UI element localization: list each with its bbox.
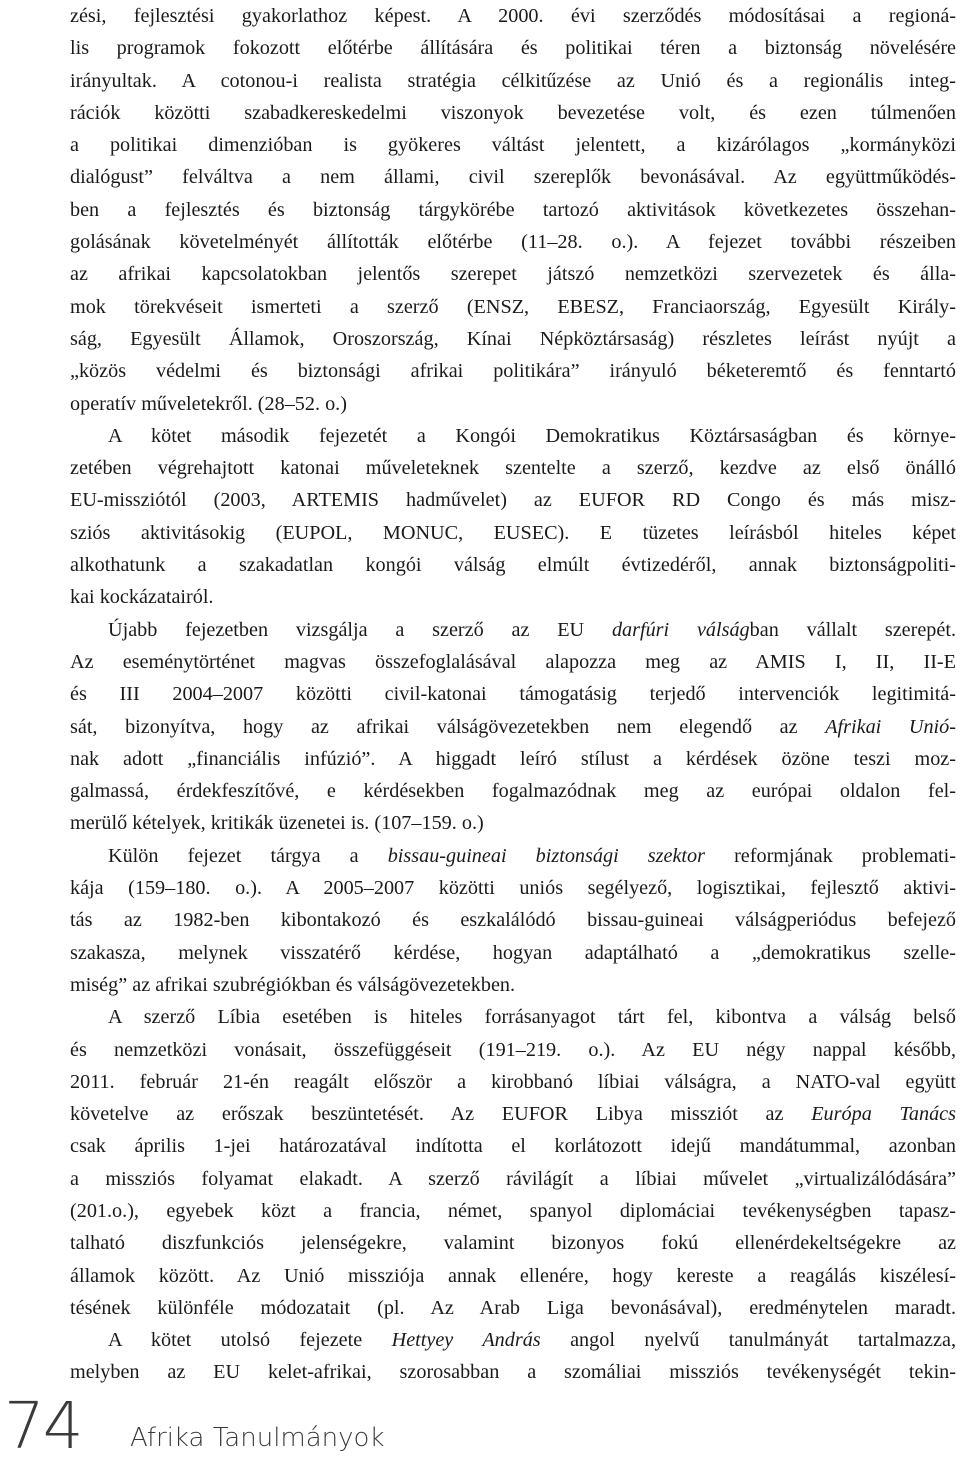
text-line: Újabb fejezetben vizsgálja a szerző az EU darfúri válságban vállalt szerepét. [108, 618, 957, 641]
text-line: államok között. Az Unió missziója annak ellenére, hogy kereste a reagálás kiszélesí- [70, 1264, 956, 1287]
text-line: tás az 1982-ben kibontakozó és eszkalálódó bissau-guineai válságperiódus befejező [70, 909, 956, 932]
text-line: zési, fejlesztési gyakorlathoz képest. A 2000. évi szerződés módosításai a regioná- [70, 5, 956, 27]
text-line: 2011. február 21-én reagált először a kirobbanó líbiai válságra, a NATO-val együtt [70, 1070, 956, 1093]
text-line: sziós aktivitásokig (EUPOL, MONUC, EUSEC). E tüzetes leírásból hiteles képet [70, 521, 956, 544]
text-line: galmassá, érdekfeszítővé, e kérdésekben fogalmazódnak meg az európai oldalon fel- [70, 780, 956, 803]
text-line: merülő kételyek, kritikák üzenetei is. (107–159. o.) [70, 812, 484, 835]
text-line: (201.o.), egyebek közt a francia, német, spanyol diplomáciai tevékenységben tapasz- [70, 1199, 956, 1222]
text-line: zetében végrehajtott katonai műveleteknek szentelte a szerző, kezdve az első önálló [70, 457, 956, 480]
text-line: ság, Egyesült Államok, Oroszország, Kínai Népköztársaság) részletes leírást nyújt a [70, 327, 956, 350]
text-line: és nemzetközi vonásait, összefüggéseit (191–219. o.). Az EU négy nappal később, [70, 1038, 956, 1061]
text-line: kája (159–180. o.). A 2005–2007 közötti uniós segélyező, logisztikai, fejlesztő aktivi- [70, 877, 956, 900]
text-line: csak április 1-jei határozatával indította el korlátozott idejű mandátummal, azonban [70, 1135, 956, 1158]
text-line: dialógust” felváltva a nem állami, civil szereplők bevonásával. Az együttműködés- [70, 166, 956, 189]
text-line: operatív műveletekről. (28–52. o.) [70, 392, 347, 415]
text-line: rációk közötti szabadkereskedelmi viszonyok bevezetése volt, és ezen túlmenően [70, 101, 956, 124]
text-line: szakasza, melynek visszatérő kérdése, hogyan adaptálható a „demokratikus szelle- [70, 941, 956, 964]
text-line: a missziós folyamat elakadt. A szerző rávilágít a líbiai művelet „virtualizálódására” [70, 1167, 956, 1190]
text-line: sát, bizonyítva, hogy az afrikai válságövezetekben nem elegendő az Afrikai Unió- [70, 715, 956, 738]
text-line: talható diszfunkciós jelenségekre, valamint bizonyos fokú ellenérdekeltségekre az [70, 1232, 956, 1255]
text-line: A szerző Líbia esetében is hiteles forrásanyagot tárt fel, kibontva a válság belső [108, 1006, 956, 1029]
text-line: alkothatunk a szakadatlan kongói válság elmúlt évtizedéről, annak biztonságpoliti- [70, 554, 956, 577]
text-line: mok törekvéseit ismerteti a szerző (ENSZ, EBESZ, Franciaország, Egyesült Király- [70, 295, 956, 318]
text-line: A kötet utolsó fejezete Hettyey András angol nyelvű tanulmányát tartalmazza, [108, 1329, 956, 1352]
text-line: a politikai dimenzióban is gyökeres váltást jelentett, a kizárólagos „kormányközi [70, 134, 956, 157]
text-line: golásának követelményét állították előtérbe (11–28. o.). A fejezet további részeiben [70, 231, 956, 254]
text-line: melyben az EU kelet-afrikai, szorosabban a szomáliai missziós tevékenységét tekin- [70, 1361, 956, 1384]
text-line: az afrikai kapcsolatokban jelentős szerepet játszó nemzetközi szervezetek és álla- [70, 263, 956, 286]
text-line: miség” az afrikai szubrégiókban és válságövezetekben. [70, 973, 516, 996]
text-line: irányultak. A cotonou-i realista stratégia célkitűzése az Unió és a regionális integ- [70, 69, 956, 92]
text-line: kai kockázatairól. [70, 586, 214, 609]
text-line: A kötet második fejezetét a Kongói Demokratikus Köztársaságban és környe- [108, 424, 956, 447]
journal-title: Afrika Tanulmányok [130, 1423, 385, 1453]
text-line: EU-missziótól (2003, ARTEMIS hadművelet) az EUFOR RD Congo és más misz- [70, 489, 956, 512]
text-line: követelve az erőszak beszüntetését. Az EUFOR Libya missziót az Európa Tanács [70, 1103, 956, 1126]
text-line: és III 2004–2007 közötti civil-katonai támogatásig terjedő intervenciók legitimitá- [70, 683, 956, 706]
text-line: ben a fejlesztés és biztonság tárgykörébe tartozó aktivitások következetes összehan- [70, 198, 956, 221]
text-line: nak adott „financiális infúzió”. A higgadt leíró stílust a kérdések özöne teszi moz- [70, 747, 956, 770]
body-text [70, 0, 956, 1389]
text-line: tésének különféle módozatait (pl. Az Arab Liga bevonásával), eredménytelen maradt. [70, 1296, 956, 1319]
text-line: „közös védelmi és biztonsági afrikai politikára” irányuló béketeremtő és fenntartó [70, 360, 956, 383]
text-line: Külön fejezet tárgya a bissau-guineai biztonsági szektor reformjának problemati- [108, 844, 956, 867]
page-number: 74 [4, 1390, 82, 1464]
text-line: Az eseménytörténet magvas összefoglalásával alapozza meg az AMIS I, II, II-E [70, 650, 956, 673]
text-line: lis programok fokozott előtérbe állítására és politikai téren a biztonság növelésére [70, 37, 956, 60]
